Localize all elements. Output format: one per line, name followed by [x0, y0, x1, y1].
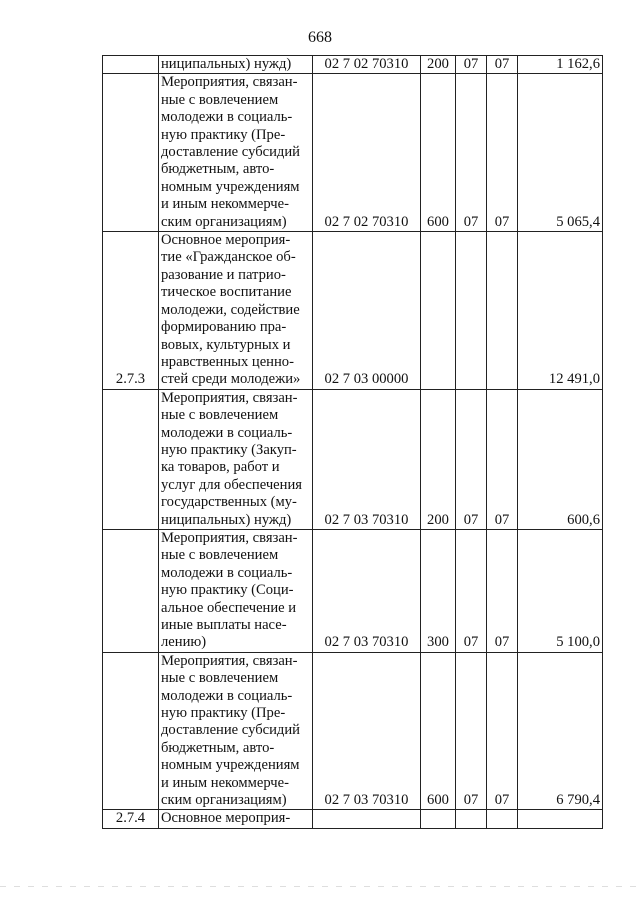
subsection-cell	[487, 232, 518, 390]
section-cell: 07	[456, 389, 487, 529]
item-name-line: молодежи, содействие	[161, 301, 300, 318]
item-name-line: бюджетным, авто-	[161, 161, 275, 178]
section-cell	[456, 232, 487, 390]
item-name-line: номным учреждениям	[161, 178, 300, 195]
page-number: 668	[308, 29, 332, 46]
item-name-line: государственных (му-	[161, 494, 297, 511]
item-name-line: ским организациям)	[161, 792, 287, 809]
subsection-cell: 07	[487, 652, 518, 810]
section-cell: 07	[456, 56, 487, 74]
expense-type-cell: 600	[421, 652, 456, 810]
target-article-cell: 02 7 02 70310	[313, 56, 421, 74]
table-row	[103, 232, 603, 390]
expense-type-cell	[421, 810, 456, 828]
budget-table	[102, 55, 603, 829]
item-name-line: ную практику (Закуп-	[161, 441, 297, 458]
item-name-line: молодежи в социаль-	[161, 109, 293, 126]
item-name-line: ниципальных) нужд)	[161, 511, 292, 528]
item-name-line: разование и патрио-	[161, 266, 286, 283]
item-name-cell	[159, 652, 313, 810]
subsection-cell	[487, 810, 518, 828]
expense-type-cell: 200	[421, 389, 456, 529]
item-name-line: стей среди молодежи»	[161, 371, 301, 388]
item-name-line: ским организациям)	[161, 213, 287, 230]
item-name-line: молодежи в социаль-	[161, 564, 293, 581]
expense-type-cell: 300	[421, 529, 456, 652]
item-name-line: формированию пра-	[161, 319, 287, 336]
item-name-line: ные с вовлечением	[161, 91, 279, 108]
item-name-line: номным учреждениям	[161, 757, 300, 774]
item-name-line: Мероприятия, связан-	[161, 389, 298, 406]
item-number-cell: 2.7.3	[103, 232, 159, 390]
section-cell	[456, 810, 487, 828]
item-number-cell	[103, 652, 159, 810]
item-name-line: лению)	[161, 634, 207, 651]
subsection-cell: 07	[487, 389, 518, 529]
table-row	[103, 56, 603, 74]
table-row	[103, 810, 603, 828]
item-number-cell	[103, 529, 159, 652]
item-name-line: Основное мероприя-	[161, 810, 291, 827]
amount-cell: 6 790,4	[518, 652, 603, 810]
item-name-line: молодежи в социаль-	[161, 687, 293, 704]
item-name-cell	[159, 232, 313, 390]
section-cell: 07	[456, 74, 487, 232]
amount-cell: 600,6	[518, 389, 603, 529]
item-name-line: Мероприятия, связан-	[161, 74, 298, 91]
item-name-line: бюджетным, авто-	[161, 739, 275, 756]
item-name-line: альное обеспечение и	[161, 599, 297, 616]
table-row	[103, 74, 603, 232]
amount-cell: 12 491,0	[518, 232, 603, 390]
target-article-cell: 02 7 03 00000	[313, 232, 421, 390]
amount-cell	[518, 810, 603, 828]
expense-type-cell: 200	[421, 56, 456, 74]
table-row	[103, 652, 603, 810]
item-name-line: ные с вовлечением	[161, 407, 279, 424]
item-name-line: ка товаров, работ и	[161, 459, 280, 476]
item-name-line: Мероприятия, связан-	[161, 652, 298, 669]
item-name-line: ную практику (Соци-	[161, 582, 294, 599]
item-name-line: тие «Гражданское об-	[161, 249, 296, 266]
target-article-cell: 02 7 02 70310	[313, 74, 421, 232]
item-name-line: доставление субсидий	[161, 722, 300, 739]
subsection-cell: 07	[487, 56, 518, 74]
scan-artifact-line	[0, 886, 640, 887]
item-name-line: доставление субсидий	[161, 144, 300, 161]
amount-cell: 5 065,4	[518, 74, 603, 232]
item-name-line: Мероприятия, связан-	[161, 529, 298, 546]
expense-type-cell	[421, 232, 456, 390]
item-name-line: ниципальных) нужд)	[161, 56, 292, 72]
expense-type-cell: 600	[421, 74, 456, 232]
target-article-cell: 02 7 03 70310	[313, 652, 421, 810]
item-name-line: молодежи в социаль-	[161, 424, 293, 441]
item-name-line: Основное мероприя-	[161, 232, 291, 249]
table-row	[103, 529, 603, 652]
table-row	[103, 389, 603, 529]
item-number-cell: 2.7.4	[103, 810, 159, 828]
item-name-line: нравственных ценно-	[161, 353, 294, 370]
item-name-line: и иным некоммерче-	[161, 196, 289, 213]
section-cell: 07	[456, 652, 487, 810]
item-number-cell	[103, 74, 159, 232]
item-name-cell	[159, 389, 313, 529]
item-name-line: тическое воспитание	[161, 284, 292, 301]
item-name-cell	[159, 74, 313, 232]
target-article-cell	[313, 810, 421, 828]
subsection-cell: 07	[487, 529, 518, 652]
section-cell: 07	[456, 529, 487, 652]
item-name-line: ную практику (Пре-	[161, 126, 286, 143]
item-name-line: ную практику (Пре-	[161, 705, 286, 722]
item-name-cell	[159, 810, 313, 828]
item-name-line: услуг для обеспечения	[161, 476, 302, 493]
item-name-line: иные выплаты насе-	[161, 617, 287, 633]
item-name-line: ные с вовлечением	[161, 547, 279, 564]
target-article-cell: 02 7 03 70310	[313, 529, 421, 652]
item-number-cell	[103, 389, 159, 529]
item-name-cell	[159, 529, 313, 652]
item-name-line: вовых, культурных и	[161, 336, 291, 353]
table-body	[103, 56, 603, 829]
item-name-line: и иным некоммерче-	[161, 774, 289, 791]
item-number-cell	[103, 56, 159, 74]
item-name-line: ные с вовлечением	[161, 670, 279, 687]
subsection-cell: 07	[487, 74, 518, 232]
target-article-cell: 02 7 03 70310	[313, 389, 421, 529]
amount-cell: 1 162,6	[518, 56, 603, 74]
amount-cell: 5 100,0	[518, 529, 603, 652]
item-name-cell	[159, 56, 313, 74]
